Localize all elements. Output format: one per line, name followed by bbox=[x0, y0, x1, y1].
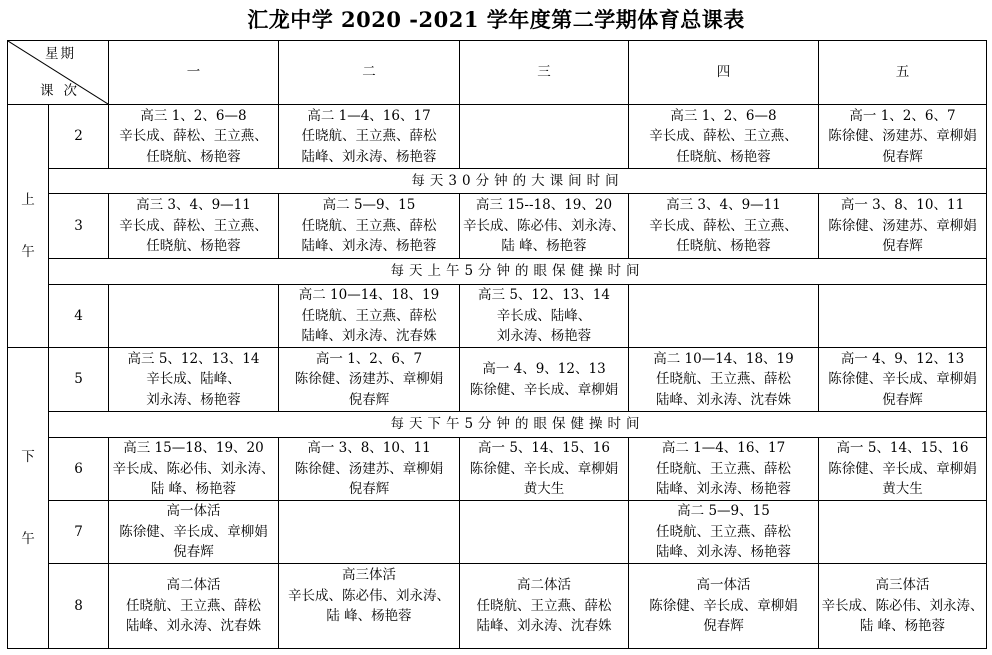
teacher-list: 陈徐健、汤建苏、章柳娟 bbox=[294, 460, 444, 477]
teacher-list: 刘永涛、杨艳蓉 bbox=[146, 391, 241, 408]
schedule-cell bbox=[629, 564, 819, 649]
teacher-list: 陈徐健、汤建苏、章柳娟 bbox=[828, 217, 977, 234]
class-list: 高三 15—18、19、20 bbox=[123, 440, 264, 457]
teacher-list: 辛长成、薛松、王立燕、 bbox=[649, 217, 798, 234]
class-list: 高三体活 bbox=[342, 567, 396, 584]
class-list: 高一 4、9、12、13 bbox=[840, 350, 965, 367]
period-number: 8 bbox=[49, 564, 109, 649]
class-list: 高二 10—14、18、19 bbox=[298, 287, 440, 304]
period-number: 4 bbox=[49, 285, 109, 348]
teacher-list: 陈徐健、辛长成、章柳娟 bbox=[469, 460, 619, 477]
teacher-list: 任晓航、王立燕、薛松 bbox=[656, 371, 791, 388]
teacher-list: 陆峰、刘永涛、沈春姝 bbox=[656, 391, 791, 408]
teacher-list: 任晓航、王立燕、薛松 bbox=[656, 460, 791, 477]
teacher-list: 陆峰、刘永涛、沈春姝 bbox=[301, 328, 437, 345]
schedule-cell bbox=[109, 348, 279, 412]
class-list: 高三 5、12、13、14 bbox=[478, 287, 610, 304]
day-header-3: 三 bbox=[460, 41, 629, 105]
teacher-list: 辛长成、陆峰、 bbox=[146, 371, 241, 388]
class-list: 高二 1—4、16、17 bbox=[661, 440, 786, 457]
class-list: 高三 5、12、13、14 bbox=[127, 350, 260, 367]
teacher-list: 陈徐健、汤建苏、章柳娟 bbox=[828, 128, 977, 145]
teacher-list: 倪春辉 bbox=[348, 391, 390, 408]
schedule-cell bbox=[279, 501, 460, 564]
schedule-cell bbox=[819, 285, 987, 348]
teacher-list: 黄大生 bbox=[523, 481, 565, 498]
day-header-2: 二 bbox=[279, 41, 460, 105]
teacher-list: 倪春辉 bbox=[348, 481, 390, 498]
teacher-list: 陆峰、刘永涛、沈春姝 bbox=[476, 618, 612, 635]
teacher-list: 陆峰、刘永涛、杨艳蓉 bbox=[656, 481, 791, 498]
class-list: 高二 5—9、15 bbox=[677, 503, 770, 520]
schedule-cell bbox=[819, 564, 987, 649]
teacher-list: 辛长成、薛松、王立燕、 bbox=[119, 217, 268, 234]
teacher-list: 陈徐健、辛长成、章柳娟 bbox=[828, 371, 977, 388]
row-period-8 bbox=[8, 564, 987, 649]
schedule-cell bbox=[460, 285, 629, 348]
class-list: 高一 1、2、6、7 bbox=[315, 350, 423, 367]
big-break-text: 每天30分钟的大课间时间 bbox=[49, 169, 987, 194]
am-eye-break-text: 每天上午5分钟的眼保健操时间 bbox=[49, 259, 987, 285]
teacher-list: 任晓航、王立燕、薛松 bbox=[301, 128, 437, 145]
class-list: 高二体活 bbox=[517, 577, 571, 594]
teacher-list: 陈徐健、辛长成、章柳娟 bbox=[119, 523, 268, 540]
break-row-big bbox=[8, 169, 987, 194]
teacher-list: 陈徐健、汤建苏、章柳娟 bbox=[294, 371, 444, 388]
teacher-list: 倪春辉 bbox=[173, 544, 214, 561]
teacher-list: 陈徐健、辛长成、章柳娟 bbox=[649, 597, 798, 614]
teacher-list: 倪春辉 bbox=[882, 391, 923, 408]
row-period-5 bbox=[8, 348, 987, 412]
period-number: 2 bbox=[49, 105, 109, 169]
schedule-cell bbox=[629, 501, 819, 564]
schedule-cell bbox=[460, 438, 629, 501]
teacher-list: 辛长成、陈必伟、刘永涛、 bbox=[463, 217, 625, 234]
teacher-list: 任晓航、王立燕、薛松 bbox=[301, 307, 437, 324]
schedule-cell bbox=[819, 194, 987, 259]
teacher-list: 陆峰、刘永涛、杨艳蓉 bbox=[301, 148, 437, 165]
header-row bbox=[8, 41, 987, 105]
schedule-cell bbox=[629, 194, 819, 259]
class-list: 高三 15--18、19、20 bbox=[475, 197, 613, 214]
schedule-cell bbox=[109, 438, 279, 501]
schedule-cell bbox=[109, 194, 279, 259]
row-period-4 bbox=[8, 285, 987, 348]
class-list: 高一 4、9、12、13 bbox=[482, 361, 606, 377]
day-header-4: 四 bbox=[629, 41, 819, 105]
day-header-5: 五 bbox=[819, 41, 987, 105]
schedule-cell bbox=[460, 348, 629, 412]
class-list: 高三体活 bbox=[875, 577, 930, 594]
schedule-table bbox=[7, 40, 987, 649]
period-label: 课次 bbox=[40, 82, 87, 99]
period-number: 5 bbox=[49, 348, 109, 412]
schedule-cell bbox=[629, 285, 819, 348]
class-list: 高二 1—4、16、17 bbox=[307, 107, 431, 124]
teacher-list: 陈徐健、辛长成、章柳娟 bbox=[828, 460, 977, 477]
teacher-list: 陆峰、刘永涛、杨艳蓉 bbox=[656, 544, 791, 561]
row-period-2 bbox=[8, 105, 987, 169]
schedule-cell bbox=[460, 564, 629, 649]
pm-eye-break-text: 每天下午5分钟的眼保健操时间 bbox=[49, 412, 987, 438]
class-list: 高一体活 bbox=[166, 503, 221, 520]
teacher-list: 任晓航、王立燕、薛松 bbox=[656, 523, 791, 540]
teacher-list: 陆峰、刘永涛、沈春姝 bbox=[126, 618, 261, 635]
teacher-list: 倪春辉 bbox=[882, 238, 923, 255]
schedule-cell bbox=[109, 105, 279, 169]
row-period-6 bbox=[8, 438, 987, 501]
schedule-cell bbox=[460, 501, 629, 564]
teacher-list: 倪春辉 bbox=[703, 618, 744, 635]
week-label: 星期 bbox=[45, 46, 76, 62]
teacher-list: 任晓航、王立燕、薛松 bbox=[301, 217, 437, 234]
schedule-cell bbox=[109, 501, 279, 564]
class-list: 高二体活 bbox=[166, 577, 221, 594]
page-title: 汇龙中学 2020 -2021 学年度第二学期体育总课表 bbox=[247, 7, 745, 32]
teacher-list: 任晓航、王立燕、薛松 bbox=[476, 597, 612, 614]
class-list: 高一 3、8、10、11 bbox=[840, 197, 965, 214]
schedule-cell bbox=[279, 564, 460, 649]
schedule-cell bbox=[279, 285, 460, 348]
teacher-list: 刘永涛、杨艳蓉 bbox=[496, 328, 592, 345]
teacher-list: 任晓航、杨艳蓉 bbox=[676, 238, 771, 255]
teacher-list: 任晓航、王立燕、薛松 bbox=[126, 597, 261, 614]
schedule-cell bbox=[629, 438, 819, 501]
class-list: 高三 3、4、9—11 bbox=[666, 197, 781, 214]
schedule-cell bbox=[819, 348, 987, 412]
break-row-am-eye bbox=[8, 259, 987, 285]
class-list: 高二 5—9、15 bbox=[322, 197, 416, 214]
class-list: 高一 5、14、15、16 bbox=[478, 440, 610, 457]
teacher-list: 任晓航、杨艳蓉 bbox=[146, 238, 241, 255]
morning-label: 上 午 bbox=[8, 105, 49, 348]
teacher-list: 陆峰、刘永涛、杨艳蓉 bbox=[301, 238, 437, 255]
period-number: 7 bbox=[49, 501, 109, 564]
class-list: 高一 3、8、10、11 bbox=[307, 440, 431, 457]
schedule-cell bbox=[279, 438, 460, 501]
teacher-list: 陆 峰、杨艳蓉 bbox=[859, 618, 946, 635]
schedule-cell bbox=[819, 438, 987, 501]
day-header-1: 一 bbox=[109, 41, 279, 105]
class-list: 高三 3、4、9—11 bbox=[136, 197, 251, 214]
row-period-7 bbox=[8, 501, 987, 564]
schedule-cell bbox=[629, 348, 819, 412]
schedule-cell bbox=[279, 194, 460, 259]
teacher-list: 陆 峰、杨艳蓉 bbox=[501, 238, 587, 255]
class-list: 高一 5、14、15、16 bbox=[836, 440, 969, 457]
teacher-list: 黄大生 bbox=[882, 481, 923, 498]
corner-cell bbox=[8, 41, 109, 105]
teacher-list: 任晓航、杨艳蓉 bbox=[146, 148, 241, 165]
schedule-cell bbox=[460, 105, 629, 169]
teacher-list: 辛长成、陈必伟、刘永涛、 bbox=[112, 460, 275, 477]
class-list: 高二 10—14、18、19 bbox=[653, 350, 794, 367]
period-number: 3 bbox=[49, 194, 109, 259]
teacher-list: 辛长成、薛松、王立燕、 bbox=[119, 128, 268, 145]
schedule-cell bbox=[819, 105, 987, 169]
teacher-list: 陆 峰、杨艳蓉 bbox=[326, 608, 412, 625]
break-row-pm-eye bbox=[8, 412, 987, 438]
schedule-cell bbox=[109, 285, 279, 348]
class-list: 高三 1、2、6—8 bbox=[140, 107, 247, 124]
schedule-cell bbox=[819, 501, 987, 564]
schedule-cell bbox=[109, 564, 279, 649]
class-list: 高三 1、2、6—8 bbox=[670, 107, 777, 124]
row-period-3 bbox=[8, 194, 987, 259]
class-list: 高一体活 bbox=[696, 577, 751, 594]
teacher-list: 辛长成、薛松、王立燕、 bbox=[649, 128, 798, 145]
teacher-list: 陈徐健、辛长成、章柳娟 bbox=[469, 381, 619, 398]
period-number: 6 bbox=[49, 438, 109, 501]
teacher-list: 辛长成、陈必伟、刘永涛、 bbox=[288, 587, 450, 604]
teacher-list: 辛长成、陈必伟、刘永涛、 bbox=[821, 597, 984, 614]
teacher-list: 陆 峰、杨艳蓉 bbox=[150, 481, 237, 498]
schedule-cell bbox=[460, 194, 629, 259]
teacher-list: 倪春辉 bbox=[882, 148, 923, 165]
teacher-list bbox=[279, 627, 459, 647]
schedule-cell bbox=[279, 348, 460, 412]
schedule-cell bbox=[279, 105, 460, 169]
schedule-cell bbox=[629, 105, 819, 169]
teacher-list: 辛长成、陆峰、 bbox=[496, 307, 592, 324]
class-list: 高一 1、2、6、7 bbox=[849, 107, 956, 124]
teacher-list: 任晓航、杨艳蓉 bbox=[676, 148, 771, 165]
afternoon-label: 下 午 bbox=[8, 348, 49, 649]
